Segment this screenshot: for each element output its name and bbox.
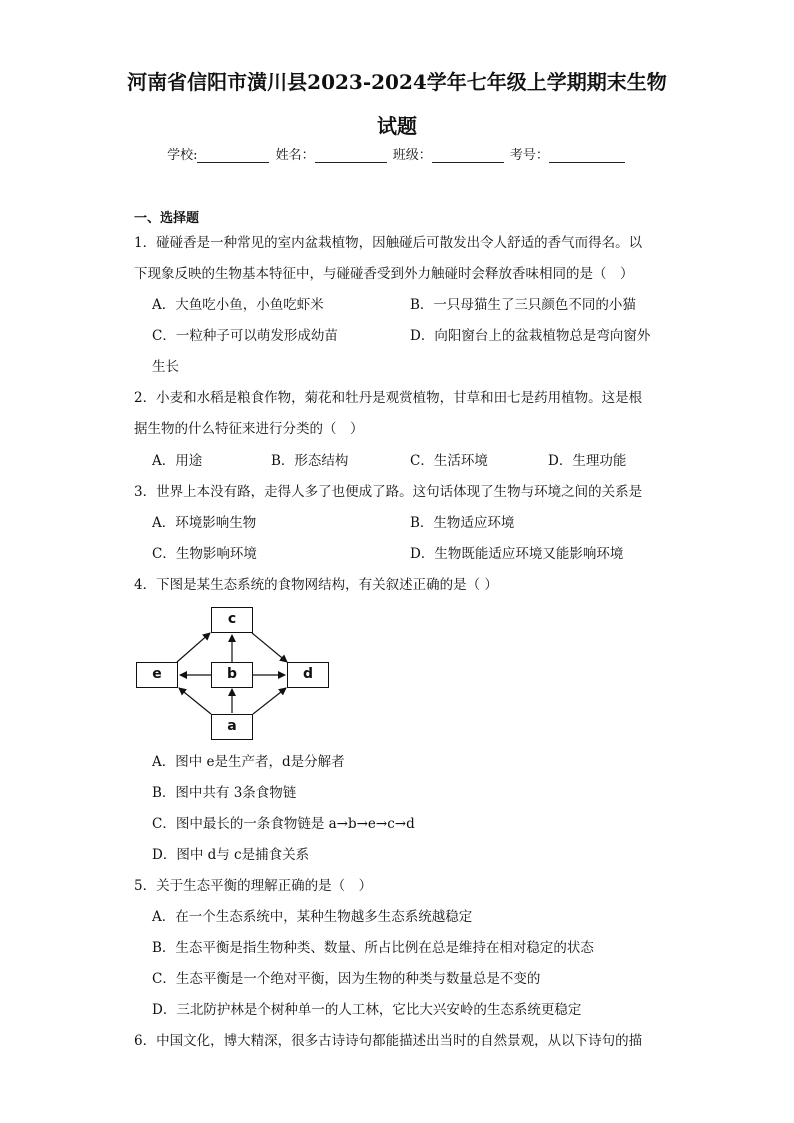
- q5-option-a[interactable]: A．在一个生态系统中，某种生物越多生态系统越稳定: [152, 909, 473, 925]
- node-d: d: [287, 662, 329, 688]
- exam-no-blank[interactable]: [549, 148, 625, 163]
- q3-option-c[interactable]: C．生物影响环境: [152, 546, 257, 562]
- q2-option-a[interactable]: A．用途: [152, 453, 203, 469]
- q1-stem-line1: 1．碰碰香是一种常见的室内盆栽植物，因触碰后可散发出令人舒适的香气而得名。以: [134, 235, 643, 251]
- exam-title-line2: 试题: [377, 114, 417, 138]
- q3-option-a[interactable]: A．环境影响生物: [152, 515, 257, 531]
- student-info-row: [0, 144, 794, 163]
- class-blank[interactable]: [432, 148, 504, 163]
- node-e: e: [136, 662, 178, 688]
- q3-option-b[interactable]: B．生物适应环境: [410, 515, 515, 531]
- school-label: 学校:: [167, 148, 198, 163]
- node-b: b: [211, 662, 253, 688]
- q5-stem-line1: 5．关于生态平衡的理解正确的是（ ）: [134, 878, 373, 894]
- q5-option-c[interactable]: C．生态平衡是一个绝对平衡，因为生物的种类与数量总是不变的: [152, 971, 541, 987]
- school-blank[interactable]: [197, 148, 269, 163]
- q1-option-d[interactable]: D．向阳窗台上的盆栽植物总是弯向窗外: [410, 328, 651, 344]
- q1-option-a[interactable]: A．大鱼吃小鱼，小鱼吃虾米: [152, 297, 324, 313]
- arrow-e-to-c: [177, 633, 210, 662]
- food-web-diagram: [130, 600, 330, 745]
- q2-stem-line1: 2．小麦和水稻是粮食作物，菊花和牡丹是观赏植物，甘草和田七是药用植物。这是根: [134, 390, 643, 406]
- q6-stem-line1: 6．中国文化，博大精深，很多古诗诗句都能描述出当时的自然景观，从以下诗句的描: [134, 1033, 643, 1049]
- q4-option-a[interactable]: A．图中 e是生产者，d是分解者: [152, 754, 345, 770]
- q1-stem-line2: 下现象反映的生物基本特征中，与碰碰香受到外力触碰时会释放香味相同的是（ ）: [134, 266, 634, 282]
- node-c: c: [211, 607, 253, 633]
- q3-option-d[interactable]: D．生物既能适应环境又能影响环境: [410, 546, 624, 562]
- name-blank[interactable]: [315, 148, 387, 163]
- q1-option-c[interactable]: C．一粒种子可以萌发形成幼苗: [152, 328, 338, 344]
- q3-stem-line1: 3．世界上本没有路，走得人多了也便成了路。这句话体现了生物与环境之间的关系是: [134, 484, 643, 500]
- q2-option-b[interactable]: B．形态结构: [271, 453, 349, 469]
- q2-stem-line2: 据生物的什么特征来进行分类的（ ）: [134, 421, 364, 437]
- q5-option-b[interactable]: B．生态平衡是指生物种类、数量、所占比例在总是维持在相对稳定的状态: [152, 940, 594, 956]
- q4-stem-line1: 4．下图是某生态系统的食物网结构，有关叙述正确的是（ ）: [134, 577, 498, 593]
- q4-option-c[interactable]: C．图中最长的一条食物链是 a→b→e→c→d: [152, 816, 415, 832]
- q2-option-c[interactable]: C．生活环境: [410, 453, 488, 469]
- q1-option-d-cont: 生长: [152, 359, 179, 375]
- q5-option-d[interactable]: D．三北防护林是个树种单一的人工林，它比大兴安岭的生态系统更稳定: [152, 1002, 582, 1018]
- arrow-a-to-d: [253, 688, 286, 714]
- q1-option-b[interactable]: B．一只母猫生了三只颜色不同的小猫: [410, 297, 636, 313]
- class-label: 班级：: [392, 148, 432, 163]
- name-label: 姓名：: [275, 148, 315, 163]
- node-a: a: [211, 714, 253, 740]
- arrow-c-to-d: [252, 633, 287, 662]
- q4-option-b[interactable]: B．图中共有 3条食物链: [152, 785, 297, 801]
- q2-option-d[interactable]: D．生理功能: [548, 453, 627, 469]
- q4-option-d[interactable]: D．图中 d与 c是捕食关系: [152, 847, 310, 863]
- arrow-a-to-e: [179, 688, 211, 714]
- section-heading: 一、选择题: [134, 211, 200, 226]
- exam-title-line1: 河南省信阳市潢川县2023-2024学年七年级上学期期末生物: [127, 70, 667, 94]
- exam-no-label: 考号：: [509, 148, 549, 163]
